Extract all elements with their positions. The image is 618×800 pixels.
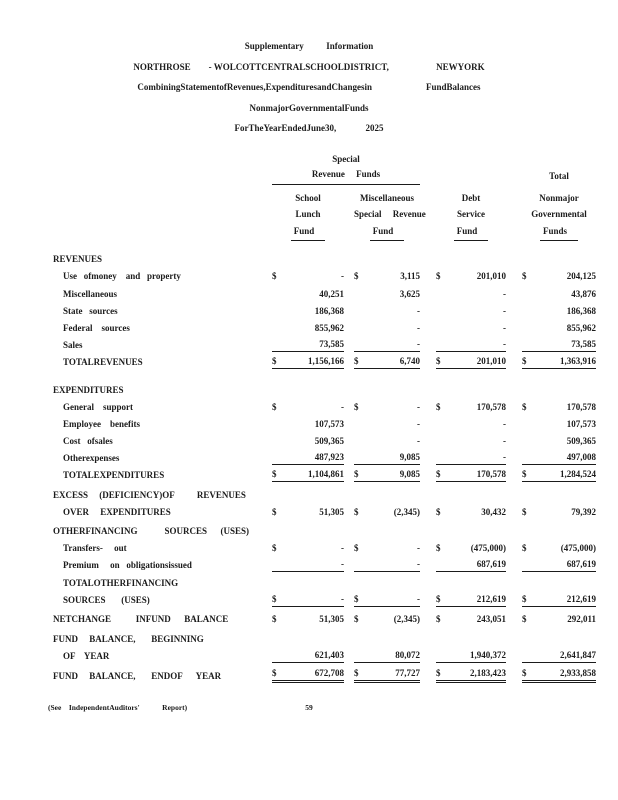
amount-value: 855,962 [566, 322, 596, 333]
amount-cell [354, 629, 420, 646]
amount-value: 73,585 [571, 339, 596, 350]
amount-cell [272, 484, 344, 501]
amount-value: 509,365 [566, 436, 596, 447]
dollar-sign: $ [272, 613, 277, 624]
amount-cell [522, 283, 596, 300]
table-row [53, 397, 618, 414]
table-row [53, 448, 618, 465]
dollar-sign: $ [354, 401, 359, 412]
table-row [53, 646, 618, 663]
amount-value: 51,305 [319, 613, 344, 624]
amount-cell [436, 555, 506, 572]
amount-cell [354, 352, 420, 369]
amount-value: 170,578 [566, 401, 596, 412]
dollar-sign: $ [436, 613, 441, 624]
table-row [53, 590, 618, 607]
amount-cell [272, 448, 344, 465]
row-label: SOURCES (USES) [63, 594, 150, 605]
amount-value: 1,156,166 [308, 356, 344, 367]
amount-value: (475,000) [470, 543, 506, 554]
row-label: TOTALOTHERFINANCING [63, 577, 179, 588]
amount-cell [522, 590, 596, 607]
amount-cell [272, 283, 344, 300]
amount-cell [522, 397, 596, 414]
amount-cell [354, 590, 420, 607]
amount-value: 77,727 [395, 667, 420, 678]
amount-value: 107,573 [314, 418, 344, 429]
amount-cell [436, 465, 506, 482]
table-row [53, 431, 618, 448]
amount-value: - [503, 288, 506, 299]
amount-cell [522, 572, 596, 589]
column-header-fund-label: Fund [454, 223, 489, 242]
amount-value: (2,345) [393, 613, 420, 624]
amount-cell [522, 465, 596, 482]
amount-value: - [503, 339, 506, 350]
group-header-line1: Special [332, 153, 360, 164]
dollar-sign: $ [272, 506, 277, 517]
row-label: OTHERFINANCING SOURCES (USES) [53, 526, 250, 536]
dollar-sign: $ [522, 271, 527, 282]
row-label: Cost ofsales [63, 436, 113, 447]
amount-value: 672,708 [314, 667, 344, 678]
amount-value: - [417, 436, 420, 447]
amount-cell [354, 448, 420, 465]
amount-value: - [341, 401, 344, 412]
amount-value: 621,403 [314, 650, 344, 661]
amount-cell [436, 249, 506, 266]
title-funds-name: NonmajorGovernmentalFunds [249, 102, 369, 113]
row-label: Premium on obligationsissued [63, 560, 192, 571]
amount-value: - [417, 401, 420, 412]
row-label: TOTALREVENUES [63, 357, 143, 368]
row-label: OF YEAR [63, 651, 110, 662]
row-label: OVER EXPENDITURES [63, 506, 171, 517]
amount-value: 2,933,858 [560, 667, 596, 678]
table-row [53, 465, 618, 482]
amount-cell [272, 646, 344, 663]
title-statement-name: CombiningStatementofRevenues,ExpendituresandChangesin FundBalances [137, 82, 481, 92]
row-label: General support [63, 401, 134, 412]
row-label: State sources [63, 305, 118, 316]
dollar-sign: $ [272, 593, 277, 604]
group-header-line2: Revenue Funds [272, 167, 420, 185]
amount-value: 1,363,916 [560, 356, 596, 367]
amount-value: 9,085 [399, 452, 420, 463]
amount-value: 107,573 [566, 418, 596, 429]
table-row [53, 555, 618, 572]
amount-value: 687,619 [566, 559, 596, 570]
amount-value: - [341, 543, 344, 554]
dollar-sign: $ [522, 593, 527, 604]
table-row [53, 301, 618, 318]
amount-value: - [417, 322, 420, 333]
amount-cell [436, 484, 506, 501]
amount-cell [354, 465, 420, 482]
row-label: REVENUES [53, 254, 103, 265]
amount-value: 186,368 [314, 305, 344, 316]
amount-cell [272, 609, 344, 626]
table-body [53, 249, 618, 683]
amount-value: - [341, 271, 344, 282]
amount-cell [436, 266, 506, 283]
amount-cell [272, 249, 344, 266]
table-row [53, 249, 618, 266]
dollar-sign: $ [436, 593, 441, 604]
amount-value: 855,962 [314, 322, 344, 333]
amount-value: - [417, 305, 420, 316]
amount-cell [272, 521, 344, 538]
amount-value: - [341, 593, 344, 604]
amount-cell [354, 665, 420, 682]
table-row [53, 379, 618, 396]
amount-value: 1,940,372 [470, 650, 506, 661]
amount-value: 43,876 [571, 288, 596, 299]
table-header [53, 152, 618, 242]
table-row [53, 484, 618, 501]
row-label: Sales [63, 340, 83, 351]
table-row [53, 609, 618, 626]
amount-cell [436, 572, 506, 589]
amount-value: 6,740 [399, 356, 420, 367]
amount-value: - [417, 559, 420, 570]
column-header-fund-label: Funds [540, 223, 578, 242]
dollar-sign: $ [354, 593, 359, 604]
amount-value: - [503, 305, 506, 316]
dollar-sign: $ [522, 401, 527, 412]
amount-cell [436, 502, 506, 519]
amount-cell [436, 448, 506, 465]
amount-cell [522, 555, 596, 572]
amount-value: 212,619 [476, 593, 506, 604]
amount-cell [354, 414, 420, 431]
dollar-sign: $ [272, 543, 277, 554]
amount-cell [272, 590, 344, 607]
amount-cell [272, 335, 344, 352]
row-label: Miscellaneous [63, 288, 117, 299]
amount-value: 2,641,847 [560, 650, 596, 661]
amount-cell [436, 609, 506, 626]
amount-value: 3,625 [399, 288, 420, 299]
dollar-sign: $ [522, 613, 527, 624]
dollar-sign: $ [354, 667, 359, 678]
table-row [53, 414, 618, 431]
amount-value: (475,000) [560, 543, 596, 554]
amount-cell [436, 629, 506, 646]
amount-cell [272, 414, 344, 431]
amount-cell [272, 629, 344, 646]
total-column-caption: Total [549, 171, 569, 181]
column-header-fund-label: Fund [370, 223, 405, 242]
amount-cell [522, 521, 596, 538]
amount-cell [272, 538, 344, 555]
amount-cell [436, 521, 506, 538]
amount-cell [272, 379, 344, 396]
amount-cell [436, 665, 506, 682]
table-row [53, 283, 618, 300]
amount-cell [522, 414, 596, 431]
amount-cell [436, 318, 506, 335]
amount-value: 170,578 [476, 469, 506, 480]
row-label: NETCHANGE INFUND BALANCE [53, 613, 229, 624]
dollar-sign: $ [272, 469, 277, 480]
amount-cell [272, 502, 344, 519]
amount-cell [354, 502, 420, 519]
amount-cell [522, 502, 596, 519]
amount-value: - [417, 593, 420, 604]
table-row [53, 521, 618, 538]
amount-value: 204,125 [566, 271, 596, 282]
dollar-sign: $ [436, 401, 441, 412]
amount-cell [272, 431, 344, 448]
column-header-line: Service [457, 209, 485, 219]
title-block [0, 0, 618, 139]
amount-cell [436, 590, 506, 607]
title-fiscal-year: ForTheYearEndedJune30, 2025 [234, 123, 384, 133]
row-label: FUND BALANCE, BEGINNING [53, 634, 204, 645]
amount-value: - [503, 322, 506, 333]
amount-cell [522, 431, 596, 448]
amount-value: - [503, 418, 506, 429]
dollar-sign: $ [436, 667, 441, 678]
column-header-debt-service-fund [436, 190, 506, 242]
row-label: Use ofmoney and property [63, 271, 181, 282]
amount-value: 243,051 [476, 613, 506, 624]
row-label: Otherexpenses [63, 453, 120, 464]
dollar-sign: $ [354, 271, 359, 282]
column-header-line: Lunch [295, 209, 321, 219]
amount-value: 509,365 [314, 436, 344, 447]
amount-cell [522, 629, 596, 646]
amount-value: 201,010 [476, 271, 506, 282]
row-label: Federal sources [63, 322, 130, 333]
dollar-sign: $ [436, 469, 441, 480]
amount-cell [354, 609, 420, 626]
amount-cell [354, 301, 420, 318]
dollar-sign: $ [354, 543, 359, 554]
dollar-sign: $ [522, 667, 527, 678]
amount-value: 51,305 [319, 506, 344, 517]
amount-cell [522, 538, 596, 555]
amount-value: - [503, 436, 506, 447]
amount-cell [354, 335, 420, 352]
column-header-total-nonmajor-funds [522, 190, 596, 242]
amount-cell [522, 665, 596, 682]
title-supplementary-information: Supplementary Information [244, 41, 374, 51]
amount-value: 9,085 [399, 469, 420, 480]
amount-cell [354, 572, 420, 589]
amount-cell [354, 397, 420, 414]
amount-cell [436, 301, 506, 318]
amount-cell [436, 646, 506, 663]
amount-value: 79,392 [571, 506, 596, 517]
amount-value: 212,619 [566, 593, 596, 604]
amount-cell [522, 318, 596, 335]
amount-value: 497,008 [566, 452, 596, 463]
row-label: Employee benefits [63, 418, 140, 429]
amount-cell [522, 484, 596, 501]
special-revenue-funds-group-header [272, 152, 420, 185]
amount-cell [354, 266, 420, 283]
column-header-fund-label: Fund [291, 223, 326, 242]
amount-cell [436, 283, 506, 300]
dollar-sign: $ [354, 613, 359, 624]
amount-cell [522, 266, 596, 283]
column-header-line: Debt [461, 192, 481, 203]
amount-cell [272, 266, 344, 283]
amount-cell [354, 249, 420, 266]
amount-cell [522, 335, 596, 352]
column-header-misc-special-revenue-fund [354, 190, 426, 242]
amount-cell [272, 397, 344, 414]
amount-cell [272, 318, 344, 335]
amount-value: 1,104,861 [308, 469, 344, 480]
amount-cell [272, 572, 344, 589]
amount-cell [354, 484, 420, 501]
amount-value: - [417, 543, 420, 554]
table-row [53, 572, 618, 589]
dollar-sign: $ [354, 356, 359, 367]
auditors-report-note: (See IndependentAuditors' Report) [48, 703, 188, 712]
amount-value: - [417, 418, 420, 429]
dollar-sign: $ [272, 271, 277, 282]
column-header-school-lunch-fund [272, 190, 344, 242]
amount-value: 687,619 [476, 559, 506, 570]
table-row [53, 318, 618, 335]
amount-value: 292,011 [567, 613, 596, 624]
dollar-sign: $ [522, 506, 527, 517]
amount-cell [272, 465, 344, 482]
table-row [53, 538, 618, 555]
amount-value: 73,585 [319, 339, 344, 350]
table-row [53, 665, 618, 682]
amount-value: 487,923 [314, 452, 344, 463]
amount-value: 1,284,524 [560, 469, 596, 480]
amount-value: 2,183,423 [470, 667, 506, 678]
dollar-sign: $ [522, 356, 527, 367]
amount-cell [272, 665, 344, 682]
row-label: Transfers- out [63, 543, 127, 554]
amount-value: - [341, 559, 344, 570]
amount-cell [354, 521, 420, 538]
amount-value: - [417, 339, 420, 350]
column-header-line: Miscellaneous [360, 192, 414, 203]
amount-value: 170,578 [476, 401, 506, 412]
column-header-line: School [295, 192, 321, 203]
row-label: TOTALEXPENDITURES [63, 470, 165, 481]
dollar-sign: $ [436, 543, 441, 554]
amount-cell [436, 335, 506, 352]
dollar-sign: $ [272, 356, 277, 367]
amount-cell [436, 352, 506, 369]
amount-cell [272, 301, 344, 318]
amount-cell [354, 283, 420, 300]
dollar-sign: $ [354, 506, 359, 517]
amount-cell [436, 431, 506, 448]
column-header-line: Governmental [531, 209, 587, 219]
amount-value: 186,368 [566, 305, 596, 316]
table-row [53, 266, 618, 283]
amount-cell [522, 249, 596, 266]
column-header-line: Special Revenue [354, 209, 426, 219]
amount-cell [354, 646, 420, 663]
amount-cell [354, 555, 420, 572]
table-row [53, 335, 618, 352]
table-row [53, 352, 618, 369]
amount-value: 201,010 [476, 356, 506, 367]
amount-cell [272, 352, 344, 369]
title-district-name: NORTHROSE - WOLCOTTCENTRALSCHOOLDISTRICT, NEWYORK [133, 61, 485, 72]
amount-value: (2,345) [393, 506, 420, 517]
amount-cell [436, 379, 506, 396]
amount-cell [354, 379, 420, 396]
row-label: EXPENDITURES [53, 384, 124, 395]
amount-cell [522, 379, 596, 396]
amount-cell [272, 555, 344, 572]
amount-cell [436, 397, 506, 414]
table-row [53, 629, 618, 646]
financial-table [53, 152, 618, 683]
dollar-sign: $ [354, 469, 359, 480]
dollar-sign: $ [522, 469, 527, 480]
row-label: FUND BALANCE, ENDOF YEAR [53, 670, 222, 681]
dollar-sign: $ [522, 543, 527, 554]
dollar-sign: $ [436, 271, 441, 282]
amount-value: 80,072 [395, 650, 420, 661]
amount-cell [522, 609, 596, 626]
amount-cell [354, 318, 420, 335]
amount-cell [436, 538, 506, 555]
column-header-line: Nonmajor [539, 192, 579, 203]
dollar-sign: $ [436, 506, 441, 517]
table-row [53, 502, 618, 519]
amount-cell [522, 646, 596, 663]
amount-value: 30,432 [481, 506, 506, 517]
amount-cell [522, 352, 596, 369]
amount-cell [522, 448, 596, 465]
amount-cell [522, 301, 596, 318]
amount-value: 3,115 [400, 271, 420, 282]
amount-cell [354, 431, 420, 448]
amount-value: - [503, 452, 506, 463]
amount-cell [354, 538, 420, 555]
dollar-sign: $ [272, 667, 277, 678]
page-number: 59 [305, 703, 313, 712]
row-label: EXCESS (DEFICIENCY)OF REVENUES [53, 489, 246, 500]
amount-cell [436, 414, 506, 431]
amount-value: 40,251 [319, 288, 344, 299]
dollar-sign: $ [272, 401, 277, 412]
dollar-sign: $ [436, 356, 441, 367]
